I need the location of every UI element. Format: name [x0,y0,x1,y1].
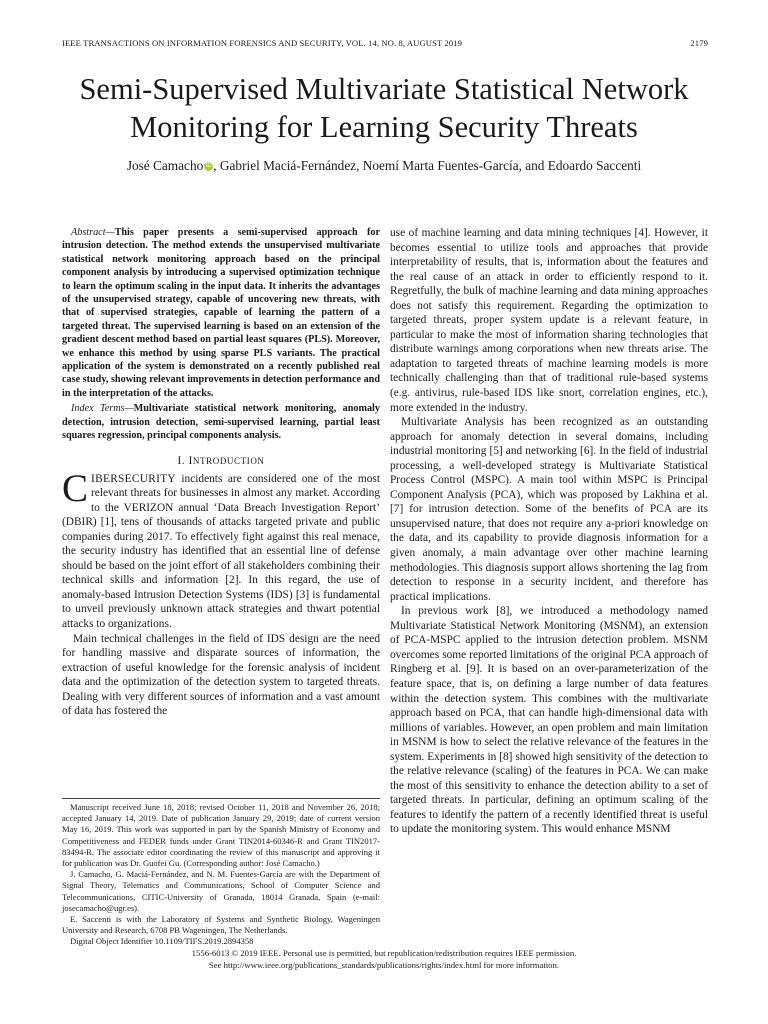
paper-title [40,70,728,146]
copyright-line-1: 1556-6013 © 2019 IEEE. Personal use is permitted, but republication/redistribution requires IEEE permission. [191,948,577,958]
footnote-affiliation-2: E. Saccenti is with the Laboratory of Systems and Synthetic Biology, Wageningen University and Research, 6708 PB Wageningen, The Netherlands. [62,914,380,936]
author-list [40,158,728,174]
introduction-body [62,466,380,719]
running-head [62,38,708,48]
drop-cap-word: IBERSECURITY [91,472,176,485]
right-paragraph-2: Multivariate Analysis has been recognized as an outstanding approach for anomaly detection in several domains, including industrial monitoring [5] and networking [6]. In the field of industrial processing, a well-developed strategy is Multivariate Statistical Process Control (MSPC). A main tool within MSPC is Principal Component Analysis (PCA), which was proposed by Lakhina et al. [7] for intrusion detection. Some of the benefits of PCA are its unsupervised nature, that does not require any a-priori knowledge on the data, and its capability to provide diagnosis information for a given anomaly, a main advantage over other machine learning methodologies. This diagnosis support allows shortening the lag from detection to response in a security incident, and therefore has practical implications. [390,416,708,603]
copyright-notice [40,947,728,971]
left-column [62,226,380,719]
title-line-2: Monitoring for Learning Security Threats [130,110,638,144]
abstract [62,226,380,400]
right-column [390,226,708,837]
intro-paragraph-1: CIBERSECURITY incidents are considered one of the most relevant threats for businesses in almost any market. According to the VERIZON annual ‘Data Breach Investigation Report’ (DBIR) [1], tens of thousands of attacks targeted private and public companies during 2017. To effectively fight against this real menace, the security industry has identified that an essential line of defense should be based on the joint effort of all stakeholders combining their technical skills and information [2]. In this regard, the use of anomaly-based Intrusion Detection Systems (IDS) [3] is fundamental to unveil previously unknown attack strategies and thwart potential attacks to organizations. [62,466,380,630]
abstract-lead: Abstract— [71,227,115,238]
copyright-line-2: See http://www.ieee.org/publications_standards/publications/rights/index.html for more information. [208,960,560,970]
footnotes [62,802,380,948]
footnote-divider [62,798,380,799]
index-terms-text: Multivariate statistical network monitoring, anomaly detection, intrusion detection, semi-supervised learning, partial least squares regression, principal components analysis. [62,403,380,442]
other-authors: , Gabriel Maciá-Fernández, Noemí Marta Fuentes-García, and Edoardo Saccenti [213,158,642,173]
first-author: José Camacho [126,158,204,173]
abstract-text: This paper presents a semi-supervised approach for intrusion detection. The method extends the unsupervised multivariate statistical network monitoring approach based on the principal component analysis by introducing a supervised optimization technique to learn the optimum scaling in the input data. It inherits the advantages of the unsupervised strategy, capable of uncovering new threats, with that of supervised strategies, capable of learning the pattern of a targeted threat. The supervised learning is based on an extension of the gradient descent method based on partial least squares (PLS). Moreover, we enhance this method by using sparse PLS variants. The practical application of the system is demonstrated on a recently published real case study, showing relevant improvements in detection performance and in the interpretation of the attacks. [62,227,380,399]
right-paragraph-3: In previous work [8], we introduced a methodology named Multivariate Statistical Network Monitoring (MSNM), an extension of PCA-MSPC applied to the intrusion detection problem. MSNM overcomes some reported limitations of the original PCA approach of Ringberg et al. [9]. It is based on an over-parameterization of the feature space, that is, on defining a large number of data features within the detection system. This combines with the multivariate approach based on PCA, that can handle high-dimensional data with millions of variables. However, an open problem and main limitation in MSNM is how to select the relative relevance of the features in the system. Experiments in [8] showed high sensitivity of the detection to the relative relevance (scaling) of the features in PCA. We can make the most of this sensitivity to enhance the detection ability to a set of targeted threats. In particular, defining an optimum scaling of the features to identify the pattern of a recently identified threat is useful to update the monitoring system. This would enhance MSNM [390,605,708,836]
title-line-1: Semi-Supervised Multivariate Statistical Network [79,72,689,106]
page-number: 2179 [690,38,708,48]
intro-paragraph-2: Main technical challenges in the field of IDS design are the need for handling massive and disparate sources of information, the extraction of useful knowledge for the forensic analysis of incident data and the optimization of the detection system to targeted threats. Dealing with very different sources of information and a vast amount of data has fostered the [62,632,380,718]
right-column-body [390,226,708,837]
section-heading-introduction: I. INTRODUCTION [177,454,265,467]
footnote-doi: Digital Object Identifier 10.1109/TIFS.2019.2894358 [70,936,254,947]
right-paragraph-1: use of machine learning and data mining techniques [4]. However, it becomes essential to utilize tools and approaches that provide interpretability of results, that is, information about the features and the real cause of an attack in order to efficiently respond to it. Regretfully, the bulk of machine learning and data mining approaches does not satisfy this requirement. Regarding the optimization to targeted threats, proper system update is a relevant feature, in particular to make the most of information sharing technologies that distribute warnings among corporations when new threats arise. The adaptation to targeted threats of machine learning models is more technically challenging than that of traditional rule-based systems (e.g. antivirus, rule-based IDS like snort, correlation engines, etc.), more extended in the industry. [390,227,708,414]
orcid-icon[interactable]: iD [205,163,212,169]
index-terms-lead: Index Terms— [71,403,134,415]
footnote-manuscript: Manuscript received June 18, 2018; revised October 11, 2018 and November 26, 2018; accepted January 14, 2019. Date of publication January 29, 2019; date of current version May 16, 2019. This work was supported in part by the Spanish Ministry of Economy and Competitiveness and FEDER funds under Grant TIN2014-60346-R and Grant TIN2017-83494-R. The associate editor coordinating the review of this manuscript and approving it for publication was Dr. Guofei Gu. (Corresponding author: José Camacho.) [62,802,380,869]
index-terms [62,402,380,442]
footnote-affiliation-1: J. Camacho, G. Maciá-Fernández, and N. M. Fuentes-García are with the Department of Signal Theory, Telematics and Communications, School of Computer Science and Telecommunications, CITIC-University of Granada, 18014 Granada, Spain (e-mail: josecamacho@ugr.es). [62,869,380,913]
journal-header: IEEE TRANSACTIONS ON INFORMATION FORENSICS AND SECURITY, VOL. 14, NO. 8, AUGUST 2019 [62,38,463,48]
drop-cap: C [62,466,89,510]
